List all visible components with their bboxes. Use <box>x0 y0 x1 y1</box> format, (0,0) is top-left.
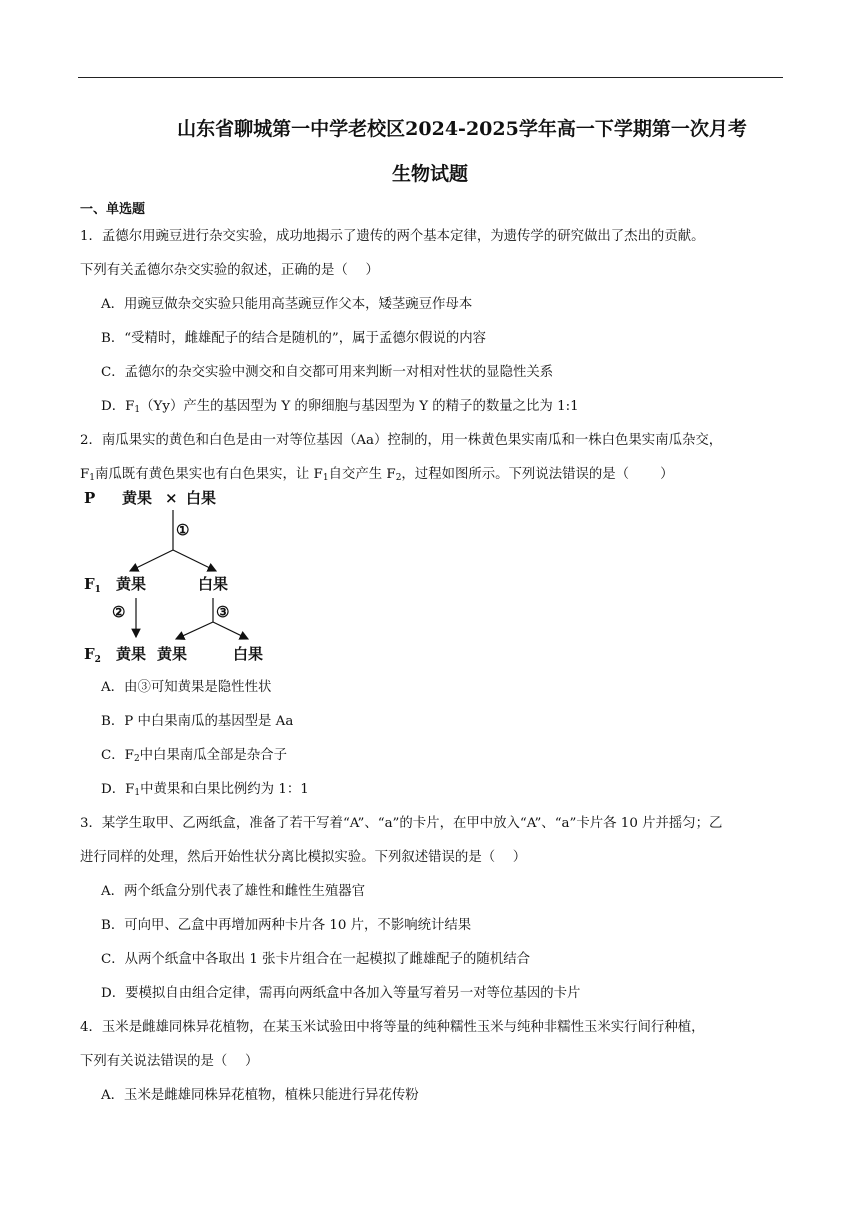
step-1-marker: ① <box>176 521 190 539</box>
q1-option-c: C．孟德尔的杂交实验中测交和自交都可用来判断一对相对性状的显隐性关系 <box>101 365 554 380</box>
exam-subject: 生物试题 <box>391 163 468 185</box>
header-rule <box>78 77 783 78</box>
f2-white-fruit: 白果 <box>233 645 264 663</box>
q3-stem-line1: 3．某学生取甲、乙两纸盒，准备了若干写着“A”、“a”的卡片，在甲中放入“A”、“a”卡片各 10 片并摇匀；乙 <box>80 816 723 831</box>
p-yellow-fruit: 黄果 <box>122 489 153 507</box>
q1-option-d: D．$F_1(Yy)$产生的基因型为 Y 的卵细胞与基因型为 Y 的精子的数量之比为 1:1 <box>101 399 579 415</box>
branch-arrow-left <box>130 550 173 571</box>
q2-option-a: A．由③可知黄果是隐性性状 <box>101 680 272 695</box>
q1-option-a: A．用豌豆做杂交实验只能用高茎豌豆作父本，矮茎豌豆作母本 <box>101 297 473 312</box>
f2-generation-label: $F_2$ <box>84 645 101 665</box>
q2-stem-line2: $F_1$南瓜既有黄色果实也有白色果实，让 $F_1$自交产生 $F_2$，过程如图所示。下列说法错误的是（ ） <box>80 467 674 483</box>
exam-title: 山东省聊城第一中学老校区2024-2025学年高一下学期第一次月考 <box>177 118 747 140</box>
q3-option-b: B．可向甲、乙盒中再增加两种卡片各 10 片，不影响统计结果 <box>101 918 472 933</box>
q3-option-d: D．要模拟自由组合定律，需再向两纸盒中各加入等量写着另一对等位基因的卡片 <box>101 986 581 1001</box>
f1-generation-label: $F_1$ <box>84 575 101 595</box>
f2-yellow-fruit-b: 黄果 <box>157 645 188 663</box>
q3-stem-line2: 进行同样的处理，然后开始性状分离比模拟实验。下列叙述错误的是（ ） <box>80 850 527 865</box>
q4-stem-line2: 下列有关说法错误的是（ ） <box>80 1054 259 1069</box>
p-white-fruit: 白果 <box>186 489 217 507</box>
branch-arrow-right <box>173 550 216 571</box>
q1-option-b: B．“受精时，雌雄配子的结合是随机的”，属于孟德尔假说的内容 <box>101 331 487 346</box>
branch-arrow-f2-right <box>213 622 248 639</box>
q1-stem-line2: 下列有关孟德尔杂交实验的叙述，正确的是（ ） <box>80 263 379 278</box>
q2-option-b: B．P 中白果南瓜的基因型是 Aa <box>101 714 294 729</box>
q4-option-a: A．玉米是雌雄同株异花植物，植株只能进行异花传粉 <box>101 1088 419 1103</box>
branch-arrow-f2-left <box>176 622 213 639</box>
cross-symbol: × <box>165 489 178 507</box>
q4-stem-line1: 4．玉米是雌雄同株异花植物，在某玉米试验田中将等量的纯种糯性玉米与纯种非糯性玉米实行间行种植， <box>80 1020 705 1035</box>
q3-option-c: C．从两个纸盒中各取出 1 张卡片组合在一起模拟了雌雄配子的随机结合 <box>101 952 530 967</box>
p-generation-label: P <box>84 489 96 507</box>
f1-yellow-fruit: 黄果 <box>116 575 147 593</box>
q3-option-a: A．两个纸盒分别代表了雄性和雌性生殖器官 <box>101 884 366 899</box>
step-3-marker: ③ <box>216 603 230 621</box>
step-2-marker: ② <box>112 603 126 621</box>
q2-stem-line1: 2．南瓜果实的黄色和白色是由一对等位基因（Aa）控制的，用一株黄色果实南瓜和一株白色果实南瓜杂交， <box>80 433 723 448</box>
q2-option-d: D．$F_1$中黄果和白果比例约为 1：1 <box>101 782 309 798</box>
inheritance-diagram <box>80 484 280 674</box>
q2-option-c: C．$F_2$中白果南瓜全部是杂合子 <box>101 748 287 764</box>
f2-yellow-fruit-a: 黄果 <box>116 645 147 663</box>
f1-white-fruit: 白果 <box>198 575 229 593</box>
section-heading: 一、单选题 <box>80 202 146 217</box>
q1-stem-line1: 1．孟德尔用豌豆进行杂交实验，成功地揭示了遗传的两个基本定律，为遗传学的研究做出了杰出的贡献。 <box>80 229 705 244</box>
